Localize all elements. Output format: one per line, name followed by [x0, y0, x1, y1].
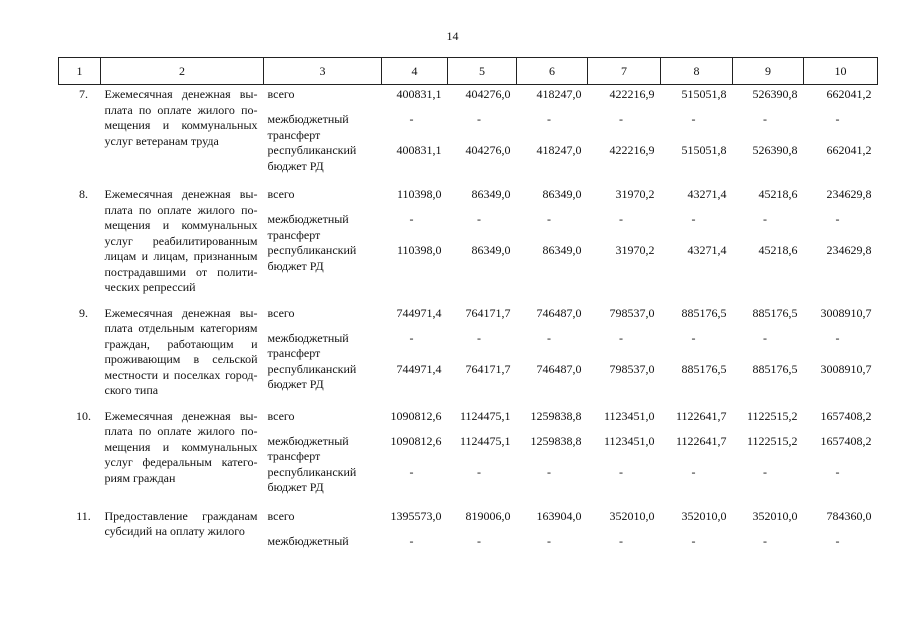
value-republic: - — [619, 464, 623, 479]
value-republic: 404276,0 — [465, 143, 511, 157]
value-transfer: 1657408,2 — [820, 433, 872, 448]
value-column-5 — [448, 507, 517, 576]
value-transfer: - — [835, 533, 840, 548]
value-republic: 746487,0 — [536, 361, 582, 376]
value-transfer: 1122515,2 — [746, 433, 798, 448]
value-total: 31970,2 — [615, 187, 655, 201]
header-cell-8: 8 — [661, 58, 733, 85]
value-total: 1123451,0 — [603, 408, 655, 423]
value-republic: 45218,6 — [758, 243, 798, 257]
header-cell-5: 5 — [448, 58, 517, 85]
value-transfer: - — [619, 330, 623, 345]
value-republic: 31970,2 — [615, 243, 655, 257]
value-column-8 — [661, 507, 733, 576]
value-transfer: - — [409, 533, 414, 548]
value-total: 110398,0 — [396, 187, 442, 201]
value-transfer: 1123451,0 — [603, 433, 655, 448]
value-transfer: - — [619, 112, 623, 126]
value-column-9 — [733, 304, 804, 407]
header-cell-4: 4 — [382, 58, 448, 85]
value-total: 352010,0 — [609, 508, 655, 523]
value-transfer: - — [409, 112, 414, 126]
value-transfer: 1124475,1 — [459, 433, 511, 448]
page-number: 14 — [446, 29, 459, 43]
value-transfer: - — [691, 330, 696, 345]
source-label-total: всего — [267, 305, 295, 320]
header-cell-1: 1 — [59, 58, 101, 85]
value-total: 86349,0 — [542, 187, 582, 201]
value-column-6 — [517, 185, 588, 304]
value-total: 422216,9 — [609, 87, 655, 101]
row-sources — [264, 407, 382, 507]
value-column-10 — [804, 185, 878, 304]
value-column-5 — [448, 407, 517, 507]
value-transfer: - — [691, 533, 696, 548]
value-total: 352010,0 — [681, 508, 727, 523]
row-index: 9. — [79, 305, 88, 320]
table-row — [59, 85, 878, 186]
header-cell-7: 7 — [588, 58, 661, 85]
value-column-4 — [382, 85, 448, 186]
value-republic: 662041,2 — [826, 143, 872, 157]
value-republic: 86349,0 — [542, 243, 582, 257]
value-column-6 — [517, 85, 588, 186]
value-column-8 — [661, 304, 733, 407]
value-total: 3008910,7 — [820, 305, 872, 320]
value-column-9 — [733, 85, 804, 186]
value-total: 352010,0 — [752, 508, 798, 523]
value-republic: 885176,5 — [681, 361, 727, 376]
value-republic: 798537,0 — [609, 361, 655, 376]
value-column-7 — [588, 185, 661, 304]
value-transfer: 1122641,7 — [675, 433, 727, 448]
value-republic: - — [763, 464, 767, 479]
value-transfer: - — [409, 212, 414, 226]
value-republic: 110398,0 — [396, 243, 442, 257]
source-label-transfer: межбюджетный трансферт — [267, 330, 349, 360]
value-column-10 — [804, 407, 878, 507]
value-column-4 — [382, 407, 448, 507]
row-index: 7. — [79, 87, 88, 101]
value-total: 234629,8 — [826, 187, 872, 201]
source-label-total: всего — [267, 187, 295, 201]
header-cell-2: 2 — [101, 58, 264, 85]
table-body — [59, 85, 878, 576]
header-cell-3: 3 — [264, 58, 382, 85]
value-total: 819006,0 — [465, 508, 511, 523]
value-column-5 — [448, 304, 517, 407]
value-column-9 — [733, 507, 804, 576]
value-republic: 418247,0 — [536, 143, 582, 157]
source-label-transfer: межбюджетный трансферт — [267, 212, 349, 242]
value-total: 400831,1 — [396, 87, 442, 101]
value-column-5 — [448, 185, 517, 304]
source-label-total: всего — [267, 408, 295, 423]
value-total: 404276,0 — [465, 87, 511, 101]
value-total: 163904,0 — [536, 508, 582, 523]
value-transfer: - — [547, 330, 551, 345]
value-column-6 — [517, 304, 588, 407]
value-column-10 — [804, 85, 878, 186]
value-total: 744971,4 — [396, 305, 442, 320]
value-transfer: - — [763, 212, 767, 226]
value-republic: 422216,9 — [609, 143, 655, 157]
header-cell-10: 10 — [804, 58, 878, 85]
value-republic: 400831,1 — [396, 143, 442, 157]
value-transfer: - — [763, 112, 767, 126]
source-label-transfer: межбюджетный трансферт — [267, 433, 349, 463]
value-republic: 526390,8 — [752, 143, 798, 157]
value-transfer: - — [547, 212, 551, 226]
value-republic: - — [691, 464, 696, 479]
budget-table — [58, 57, 878, 576]
value-transfer: - — [691, 112, 696, 126]
value-total: 1657408,2 — [820, 408, 872, 423]
value-transfer: - — [619, 533, 623, 548]
value-total: 86349,0 — [471, 187, 511, 201]
value-column-6 — [517, 407, 588, 507]
value-total: 662041,2 — [826, 87, 872, 101]
value-column-8 — [661, 407, 733, 507]
source-label-republic: республиканский бюджет РД — [267, 243, 357, 273]
value-column-8 — [661, 185, 733, 304]
value-transfer: - — [477, 112, 481, 126]
table-header-row — [59, 58, 878, 85]
value-transfer: 1090812,6 — [390, 433, 442, 448]
value-total: 885176,5 — [752, 305, 798, 320]
value-total: 418247,0 — [536, 87, 582, 101]
value-republic: - — [409, 464, 414, 479]
value-republic: 885176,5 — [752, 361, 798, 376]
value-transfer: - — [547, 533, 551, 548]
value-total: 1090812,6 — [390, 408, 442, 423]
value-column-4 — [382, 185, 448, 304]
value-total: 526390,8 — [752, 87, 798, 101]
value-republic: - — [547, 464, 551, 479]
value-total: 1122515,2 — [746, 408, 798, 423]
header-cell-9: 9 — [733, 58, 804, 85]
value-transfer: - — [547, 112, 551, 126]
value-total: 45218,6 — [758, 187, 798, 201]
header-cell-6: 6 — [517, 58, 588, 85]
value-total: 1122641,7 — [675, 408, 727, 423]
value-republic: 3008910,7 — [820, 361, 872, 376]
value-republic: 86349,0 — [471, 243, 511, 257]
table-row — [59, 185, 878, 304]
row-sources — [264, 304, 382, 407]
value-transfer: 1259838,8 — [530, 433, 582, 448]
row-name: Ежемесячная денежная вы-плата по оплате жилого по-мещения и коммунальных услуг реабилитированным лицам и лицам, признанным пострадавшими от полити-ческих репрессий — [104, 187, 258, 294]
source-label-republic: республиканский бюджет РД — [267, 464, 357, 494]
value-transfer: - — [477, 533, 481, 548]
value-republic: 764171,7 — [465, 361, 511, 376]
value-republic: 234629,8 — [826, 243, 872, 257]
value-column-6 — [517, 507, 588, 576]
value-total: 764171,7 — [465, 305, 511, 320]
value-total: 746487,0 — [536, 305, 582, 320]
value-transfer: - — [691, 212, 696, 226]
value-transfer: - — [619, 212, 623, 226]
value-total: 885176,5 — [681, 305, 727, 320]
row-sources — [264, 85, 382, 186]
value-total: 1259838,8 — [530, 408, 582, 423]
row-index: 11. — [76, 508, 91, 523]
source-label-total: всего — [267, 508, 295, 523]
value-transfer: - — [477, 212, 481, 226]
value-republic: - — [835, 464, 840, 479]
value-total: 1124475,1 — [459, 408, 511, 423]
value-republic: 515051,8 — [681, 143, 727, 157]
value-transfer: - — [835, 112, 840, 126]
value-republic: 43271,4 — [687, 243, 727, 257]
value-transfer: - — [763, 533, 767, 548]
row-sources — [264, 507, 382, 576]
value-column-4 — [382, 507, 448, 576]
value-republic: - — [477, 464, 481, 479]
value-column-9 — [733, 185, 804, 304]
source-label-republic: республиканский бюджет РД — [267, 143, 357, 173]
value-column-7 — [588, 407, 661, 507]
value-column-9 — [733, 407, 804, 507]
row-index: 10. — [76, 408, 91, 423]
value-total: 43271,4 — [687, 187, 727, 201]
source-label-republic: республиканский бюджет РД — [267, 361, 357, 391]
value-total: 1395573,0 — [390, 508, 442, 523]
table-row — [59, 507, 878, 576]
value-column-10 — [804, 507, 878, 576]
value-transfer: - — [835, 330, 840, 345]
value-total: 798537,0 — [609, 305, 655, 320]
value-transfer: - — [835, 212, 840, 226]
row-name: Ежемесячная денежная вы-плата отдельным категориям граждан, работающим и проживающим в сельской местности и поселках город-ского типа — [104, 305, 258, 397]
value-column-7 — [588, 304, 661, 407]
source-label-transfer: межбюджетный трансферт — [267, 112, 349, 142]
row-name: Ежемесячная денежная вы-плата по оплате жилого по-мещения и коммунальных услуг федеральным катего-риям граждан — [104, 408, 258, 485]
value-transfer: - — [477, 330, 481, 345]
row-index: 8. — [79, 187, 88, 201]
value-total: 784360,0 — [826, 508, 872, 523]
source-label-total: всего — [267, 87, 295, 101]
value-column-5 — [448, 85, 517, 186]
value-republic: 744971,4 — [396, 361, 442, 376]
source-label-transfer: межбюджетный — [267, 533, 349, 548]
value-column-7 — [588, 507, 661, 576]
value-column-4 — [382, 304, 448, 407]
row-name: Ежемесячная денежная вы-плата по оплате жилого по-мещения и коммунальных услуг ветеранам труда — [104, 87, 258, 148]
table-row — [59, 407, 878, 507]
value-transfer: - — [409, 330, 414, 345]
value-column-8 — [661, 85, 733, 186]
value-column-7 — [588, 85, 661, 186]
value-column-10 — [804, 304, 878, 407]
table-row — [59, 304, 878, 407]
row-sources — [264, 185, 382, 304]
value-transfer: - — [763, 330, 767, 345]
value-total: 515051,8 — [681, 87, 727, 101]
row-name: Предоставление гражданам субсидий на оплату жилого — [104, 508, 258, 538]
